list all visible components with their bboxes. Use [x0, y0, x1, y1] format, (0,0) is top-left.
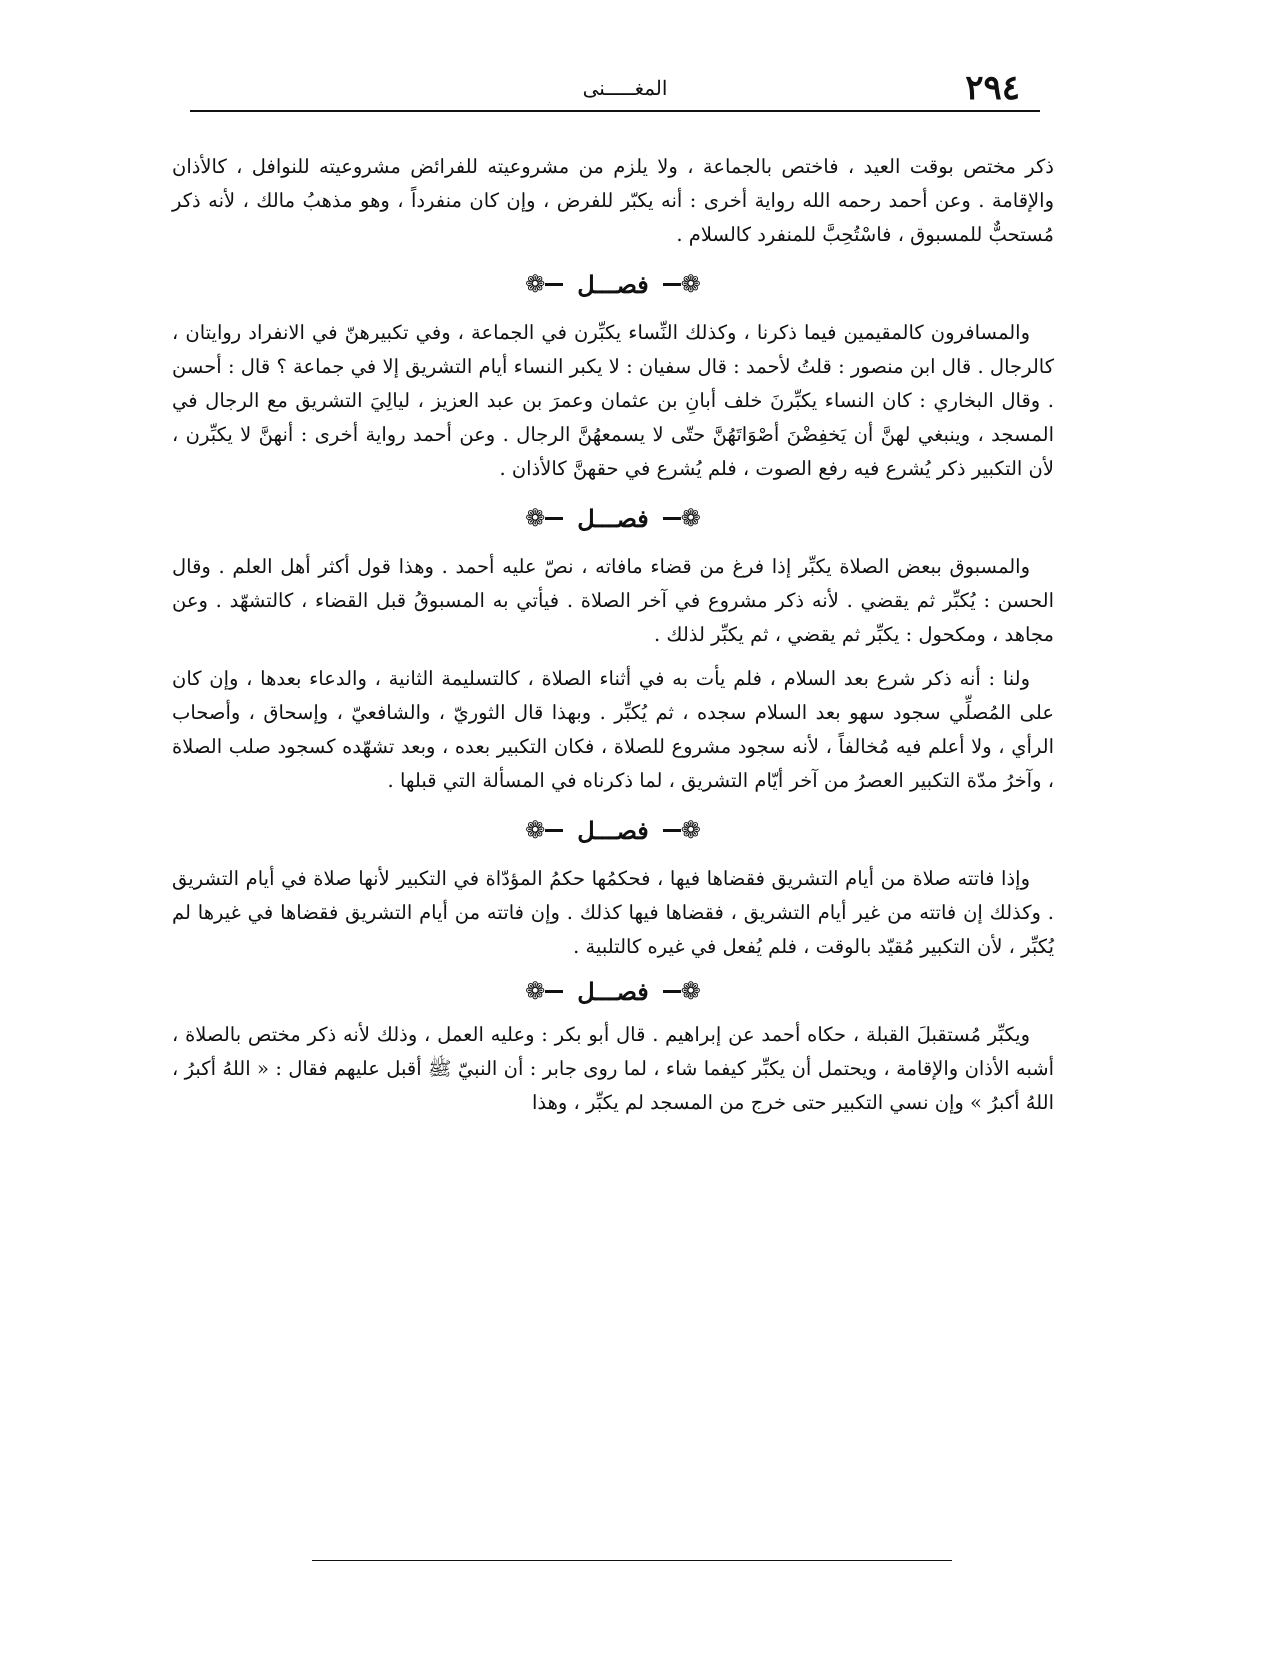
paragraph: ولنا : أنه ذكر شرع بعد السلام ، فلم يأت به في أثناء الصلاة ، كالتسليمة الثانية ، والدعاء بعدها ، وإن كان على المُصلِّي سجود سهو بعد السلام سجده ، ثم يُكبِّر . وبهذا قال الثوريّ ، والشافعيّ ، وإسحاق ، وأصحاب الرأي ، ولا أعلم فيه مُخالفاً ، لأنه سجود مشروع للصلاة ، فكان التكبير بعده ، وبعد تشهّده كسجود صلب الصلاة ، وآخرُ مدّة التكبير العصرُ من آخر أيّام التشريق ، لما ذكرناه في المسألة التي قبلها .: [172, 667, 1054, 792]
page-header: [190, 68, 1060, 108]
paragraph: والمسافرون كالمقيمين فيما ذكرنا ، وكذلك النِّساء يكبِّرن في الجماعة ، وفي تكبيرهنّ في الانفراد روايتان ، كالرجال . قال ابن منصور : قلتُ لأحمد : قال سفيان : لا يكبر النساء أيام التشريق إلا في جماعة ؟ قال : أحسن . وقال البخاري : كان النساء يكبِّرنَ خلف أبانِ بن عثمان وعمرَ بن عبد العزيز ، ليالِيَ التشريق مع الرجال في المسجد ، وينبغي لهنَّ أن يَخفِضْنَ أصْوَاتَهُنَّ حتّى لا يسمعهُنَّ الرجال . وعن أحمد رواية أخرى : أنهنَّ لا يكبِّرن ، لأن التكبير ذكر يُشرع فيه رفع الصوت ، فلم يُشرع في حقهنَّ كالأذان .: [172, 321, 1054, 480]
ornament-icon: ❁: [525, 977, 563, 1005]
section-heading: [172, 252, 1054, 316]
paragraph: ذكر مختص بوقت العيد ، فاختص بالجماعة ، ولا يلزم من مشروعيته للفرائض مشروعيته للنوافل ، كالأذان والإقامة . وعن أحمد رحمه الله رواية أخرى : أنه يكبّر للفرض ، وإن كان منفرداً ، وهو مذهبُ مالك ، لأنه ذكر مُستحبٌّ للمسبوق ، فاسْتُحِبَّ للمنفرد كالسلام .: [172, 155, 1054, 246]
ornament-icon: ❁: [525, 504, 563, 532]
section-title: فصـــل: [577, 269, 649, 299]
section-title: فصـــل: [577, 815, 649, 845]
ornament-icon: ❁: [663, 816, 701, 844]
section-heading: [172, 964, 1054, 1018]
paragraph: وإذا فاتته صلاة من أيام التشريق فقضاها فيها ، فحكمُها حكمُ المؤدّاة في التكبير لأنها صلاة في أيام التشريق . وكذلك إن فاتته من غير أيام التشريق ، فقضاها فيها كذلك . وإن فاتته من أيام التشريق فقضاها في غيرها لم يُكبِّر ، لأن التكبير مُقيّد بالوقت ، فلم يُفعل في غيره كالتلبية .: [172, 867, 1054, 958]
ornament-icon: ❁: [525, 816, 563, 844]
section-title: فصـــل: [577, 976, 649, 1006]
section-heading: [172, 798, 1054, 862]
ornament-icon: ❁: [663, 504, 701, 532]
footer-rule: [312, 1560, 952, 1561]
running-title: المغـــــنى: [582, 76, 668, 100]
paragraph: ويكبِّر مُستقبلَ القبلة ، حكاه أحمد عن إبراهيم . قال أبو بكر : وعليه العمل ، وذلك لأنه ذكر مختص بالصلاة ، أشبه الأذان والإقامة ، ويحتمل أن يكبِّر كيفما شاء ، لما روى جابر : أن النبيّ ﷺ أقبل عليهم فقال : « اللهُ أكبرُ ، اللهُ أكبرُ » وإن نسي التكبير حتى خرج من المسجد لم يكبِّر ، وهذا: [172, 1023, 1054, 1114]
paragraph: والمسبوق ببعض الصلاة يكبِّر إذا فرغ من قضاء مافاته ، نصّ عليه أحمد . وهذا قول أكثر أهل العلم . وقال الحسن : يُكبِّر ثم يقضي . لأنه ذكر مشروع في آخر الصلاة . فيأتي به المسبوقُ قبل القضاء ، كالتشهّد . وعن مجاهد ، ومكحول : يكبِّر ثم يقضي ، ثم يكبِّر لذلك .: [172, 555, 1054, 646]
ornament-icon: ❁: [663, 270, 701, 298]
section-title: فصـــل: [577, 503, 649, 533]
section-heading: [172, 486, 1054, 550]
page-body: [172, 150, 1054, 1120]
page-number: ٢٩٤: [965, 68, 1020, 108]
header-rule: [190, 110, 1040, 112]
ornament-icon: ❁: [525, 270, 563, 298]
ornament-icon: ❁: [663, 977, 701, 1005]
